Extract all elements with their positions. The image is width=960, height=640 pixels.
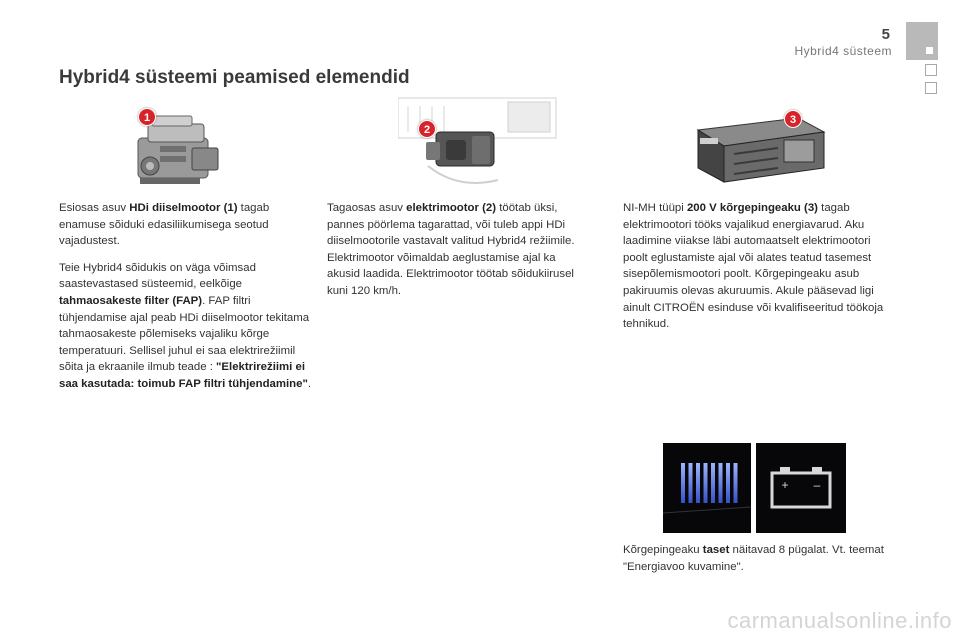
watermark: carmanualsonline.info <box>727 608 952 633</box>
diesel-paragraph <box>59 200 317 250</box>
battery-caption <box>623 542 885 585</box>
side-tab <box>906 22 938 60</box>
column-diesel <box>59 200 317 403</box>
battery-illustration <box>688 110 828 190</box>
diesel-text-1: Esiosas asuv <box>59 202 130 214</box>
battery-warning-icon <box>756 443 846 533</box>
caption-paragraph <box>623 542 885 575</box>
battery-level-bar <box>696 463 700 503</box>
diesel-engine-illustration <box>130 108 230 190</box>
page-number: 5 <box>881 26 890 43</box>
battery-plus-symbol: + <box>781 478 789 492</box>
fap-label: tahmaosakeste filter (FAP) <box>59 294 203 307</box>
battery-level-screen <box>663 443 751 533</box>
caption-text-1: Kõrgepingeaku <box>623 544 703 556</box>
electric-motor-label: elektrimootor (2) <box>406 202 497 214</box>
fap-text-2: . FAP filtri tühjendamise ajal peab HDi diiselmootor tekitama tahmaosakeste põlemiseks vajaliku kõrge temperatuuri. Sellisel juhul ei saa elektrirežiimil sõita ja ekraanile ilmub teade : <box>59 294 310 374</box>
battery-text-1: NI-MH tüüpi <box>623 202 687 214</box>
battery-paragraph <box>623 200 885 333</box>
battery-level-bar <box>689 463 693 503</box>
electric-paragraph <box>327 200 585 300</box>
side-tab-marker <box>926 47 933 54</box>
battery-pack-icon <box>688 110 828 190</box>
diesel-engine-label: HDi diiselmootor (1) <box>129 202 238 214</box>
column-battery <box>623 200 885 343</box>
column-electric-motor <box>327 200 585 310</box>
battery-level-bar <box>726 463 730 503</box>
fap-text-end: . <box>307 377 312 390</box>
battery-level-bar <box>704 463 708 503</box>
page-title: Hybrid4 süsteemi peamised elemendid <box>59 67 410 88</box>
caption-bold: taset <box>702 544 730 556</box>
battery-level-bar <box>681 463 685 503</box>
fap-message: "Elektrirežiimi ei saa kasutada: toimub FAP filtri tühjendamine" <box>59 361 308 390</box>
badge-2: 2 <box>418 120 436 138</box>
battery-text-2: tagab elektrimootori tööks vajalikud energiavarud. Aku laadimine viiakse läbi automaatselt elektrimootori poolt eglustamiste ajal või alates teatud tasemest sisepõlemismootori poolt. Kõrgepingeaku asub pakiruumis olevas akuruumis. Akule pääsevad ligi ainult CITROËN esinduse või kvalifiseeritud töökoja tehnikud. <box>623 202 884 331</box>
battery-label: 200 V kõrgepingeaku (3) <box>686 202 818 214</box>
electric-motor-icon <box>398 96 558 196</box>
diesel-text-2: tagab enamuse sõiduki edasiliikumisega seotud vajadustest. <box>59 202 270 248</box>
caption-text-2: näitavad 8 pügalat. Vt. teemat "Energiavoo kuvamine". <box>623 544 884 573</box>
badge-3: 3 <box>784 110 802 128</box>
fap-text-1: Teie Hybrid4 sõidukis on väga võimsad saastevastased süsteemid, eelkõige <box>59 261 256 291</box>
battery-warning-screen <box>756 443 846 533</box>
battery-level-bar <box>734 463 738 503</box>
fap-paragraph <box>59 260 317 393</box>
electric-text-2: töötab üksi, pannes pöörlema tagarattad, või tuleb appi HDi diiselmootorile vastavalt valitud Hybrid4 režiimile. Elektrimootor võimaldab aeglustamise ajal ka akusid laadida. Elektrimootor töötab sõidukiirusel kuni 120 km/h. <box>327 202 575 297</box>
battery-minus-symbol: – <box>813 478 821 492</box>
badge-1: 1 <box>138 108 156 126</box>
battery-level-bar <box>711 463 715 503</box>
electric-text-1: Tagaosas asuv <box>327 202 407 214</box>
electric-motor-illustration <box>398 96 558 196</box>
side-box-1 <box>925 64 937 76</box>
section-title: Hybrid4 süsteem <box>794 44 892 58</box>
side-box-2 <box>925 82 937 94</box>
battery-level-bar <box>719 463 723 503</box>
battery-level-gauge <box>663 443 751 533</box>
